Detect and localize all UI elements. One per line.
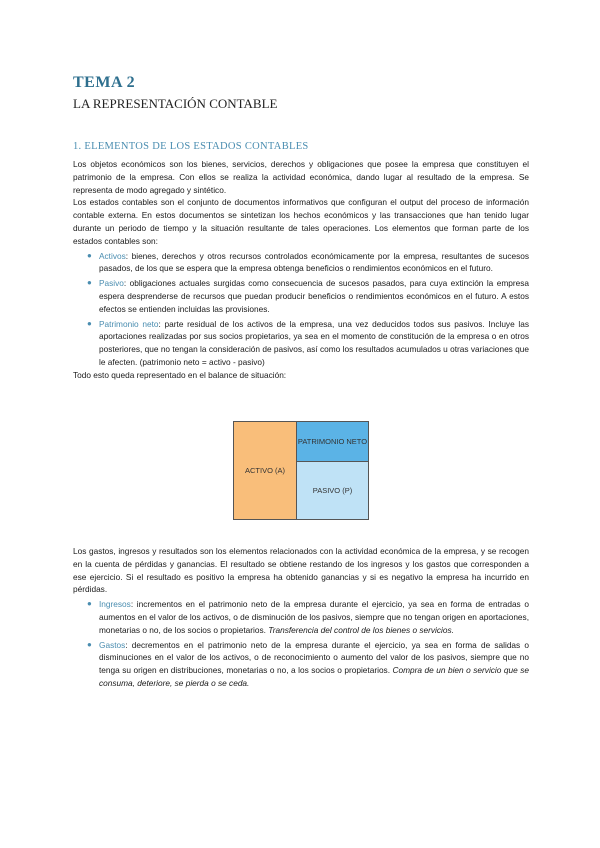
term-definition: : decrementos en el patrimonio neto de la empresa durante el ejercicio, ya sea en forma de salidas o disminuciones en el valor de los activos, o de reconocimiento o aumento del valor de los pasivos, siempre que no tenga su origen en distribuciones, monetarias o no, a los socios o propietarios. (99, 639, 529, 676)
term-label: Patrimonio neto (99, 318, 159, 329)
patrimonio-neto-box: PATRIMONIO NETO (297, 421, 369, 462)
paragraph: Los objetos económicos son los bienes, servicios, derechos y obligaciones que posee la empresa que constituyen el patrimonio de la empresa. Con ellos se realiza la actividad económica, dando lugar al resultado de la empresa. Se representa de modo agregado y sintético. (73, 159, 529, 195)
bullet-icon: ● (87, 278, 92, 288)
bullet-icon: ● (87, 250, 92, 260)
paragraph: Los estados contables son el conjunto de documentos informativos que configuran el output del proceso de información contable externa. En estos documentos se sintetizan los hechos económicos y las transacciones que han tenido lugar durante un periodo de tiempo y la situación resultante de tales operaciones. Los elementos que forman parte de los estados contables son: (73, 197, 529, 246)
elements-list (73, 250, 529, 369)
pasivo-box: PASIVO (P) (297, 462, 369, 520)
term-label: Pasivo (99, 278, 124, 289)
balance-diagram (233, 421, 369, 520)
term-label: Gastos (99, 639, 126, 650)
bullet-icon: ● (87, 318, 92, 328)
list-item (73, 277, 529, 315)
results-list (73, 598, 529, 690)
term-definition: : incrementos en el patrimonio neto de la empresa durante el ejercicio, ya sea en forma de entradas o aumentos en el valor de los activos, o de disminución de los pasivos, siempre que no tengan origen en aportaciones, monetarias o no, de los socios o propietarios. (99, 599, 529, 635)
section-body (73, 158, 529, 382)
list-item (73, 250, 529, 276)
list-item (73, 639, 529, 690)
bullet-icon: ● (87, 599, 92, 609)
bullet-icon: ● (87, 639, 92, 649)
paragraph: Los gastos, ingresos y resultados son los elementos relacionados con la actividad económica de la empresa, y se recogen en la cuenta de pérdidas y ganancias. El resultado se obtiene restando de los ingresos y los gastos que corresponden a ese ejercicio. Si el resultado es positivo la empresa ha obtenido ganancias y si es negativo la empresa ha incurrido en pérdidas. (73, 546, 529, 595)
chapter-title: TEMA 2 (73, 74, 136, 91)
term-example: Transferencia del control de los bienes o servicios. (268, 624, 454, 635)
section-heading: 1. ELEMENTOS DE LOS ESTADOS CONTABLES (73, 141, 309, 152)
term-label: Ingresos (99, 599, 131, 610)
list-item (73, 318, 529, 369)
term-label: Activos (99, 250, 126, 261)
section-body-2 (73, 545, 529, 690)
list-item (73, 598, 529, 636)
paragraph: Todo esto queda representado en el balance de situación: (73, 369, 287, 380)
term-example: Compra de un bien o servicio que se consuma, deteriore, se pierda o se ceda. (99, 665, 529, 688)
term-definition: : bienes, derechos y otros recursos controlados económicamente por la empresa, resultantes de sucesos pasados, de los que se espera que la empresa obtenga beneficios o rendimientos económicos en el futuro. (99, 250, 529, 274)
term-definition: : obligaciones actuales surgidas como consecuencia de sucesos pasados, para cuya extinción la empresa espera desprenderse de recursos que puedan producir beneficios o rendimientos económicos en el futuro. A estos efectos se entienden incluidas las provisiones. (99, 278, 529, 314)
chapter-subtitle: LA REPRESENTACIÓN CONTABLE (73, 96, 278, 111)
activo-box: ACTIVO (A) (233, 421, 297, 520)
term-definition: : parte residual de los activos de la empresa, una vez deducidos todos sus pasivos. Incluye las aportaciones realizadas por sus socios propietarios, ya sea en el momento de constitución de la empresa o en otros posteriores, que no tengan la consideración de pasivos, así como los resultados acumulados u otras variaciones que le afecten. (patrimonio neto = activo - pasivo) (99, 318, 529, 367)
